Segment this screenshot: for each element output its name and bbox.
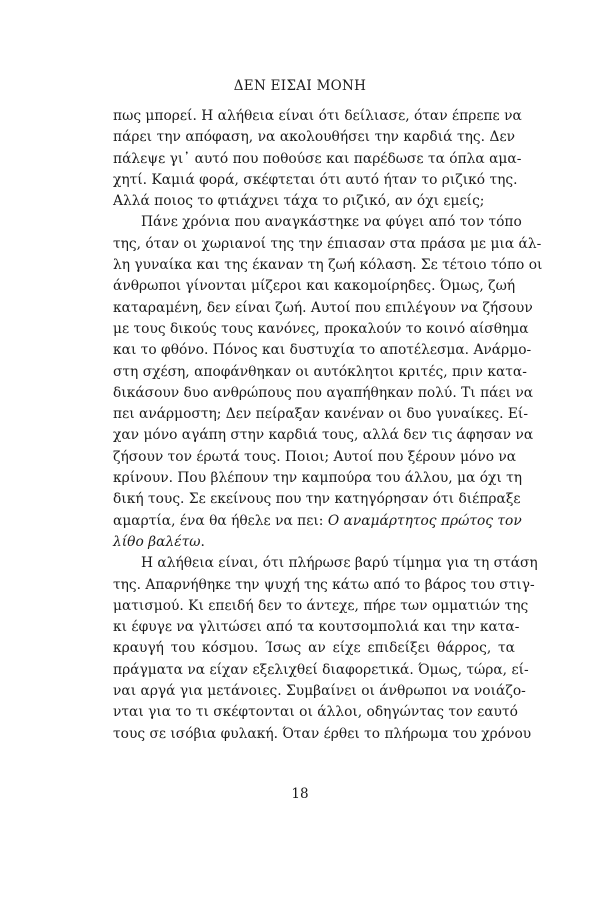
page-number: 18 xyxy=(291,786,309,802)
text-line: της. Απαρνήθηκε την ψυχή της κάτω από το βάρος του στιγ- xyxy=(113,576,535,593)
text-line: πάλεψε γι᾽ αυτό που ποθούσε και παρέδωσε τα όπλα αμα- xyxy=(113,150,522,167)
text-line: κραυγή του κόσμου. Ίσως αν είχε επιδείξει θάρρος, τα xyxy=(113,640,515,657)
text-line: πάρει την απόφαση, να ακολουθήσει την καρδιά της. Δεν xyxy=(113,129,515,146)
text-line: χητί. Καμιά φορά, σκέφτεται ότι αυτό ήταν το ριζικό της. xyxy=(113,171,518,188)
text-line: καταραμένη, δεν είναι ζωή. Αυτοί που επιλέγουν να ζήσουν xyxy=(113,299,533,316)
quote-italic: Ο αναμάρτητος πρώτος τον xyxy=(327,512,522,529)
text-line: της, όταν οι χωριανοί της την έπιασαν στα πράσα με μια άλ- xyxy=(113,235,542,252)
text-line: ματισμού. Κι επειδή δεν το άντεχε, πήρε των ομματιών της xyxy=(113,597,529,614)
text-line: κι έφυγε να γλιτώσει από τα κουτσομπολιά και την κατα- xyxy=(113,619,520,636)
text-line: πράγματα να είχαν εξελιχθεί διαφορετικά. Όμως, τώρα, εί- xyxy=(113,661,529,678)
text-line: και το φθόνο. Πόνος και δυστυχία το αποτέλεσμα. Ανάρμο- xyxy=(113,342,532,359)
text-line xyxy=(113,532,515,553)
text-line xyxy=(113,511,522,532)
text-line: πει ανάρμοστη; Δεν πείραξαν κανέναν οι δυο γυναίκες. Εί- xyxy=(113,406,528,423)
body-text xyxy=(113,106,543,745)
text-line: Πάνε χρόνια που αναγκάστηκε να φύγει από τον τόπο xyxy=(141,214,522,231)
quote-italic: λίθο βαλέτω xyxy=(113,533,201,550)
text-line: τους σε ισόβια φυλακή. Όταν έρθει το πλήρωμα του χρόνου xyxy=(113,725,532,742)
text-line: ζήσουν τον έρωτά τους. Ποιοι; Αυτοί που ξέρουν μόνο να xyxy=(113,448,517,465)
text-line: με τους δικούς τους κανόνες, προκαλούν το κοινό αίσθημα xyxy=(113,320,529,337)
text-line: άνθρωποι γίνονται μίζεροι και κακομοίρηδες. Όμως, ζωή xyxy=(113,278,516,295)
running-head: ΔΕΝ ΕΙΣΑΙ ΜΟΝΗ xyxy=(233,78,367,94)
text-line: δική τους. Σε εκείνους που την κατηγόρησαν ότι διέπραξε xyxy=(113,491,521,508)
text-line: χαν μόνο αγάπη στην καρδιά τους, αλλά δεν τις άφησαν να xyxy=(113,427,534,444)
text-line: νται για το τι σκέφτονται οι άλλοι, οδηγώντας τον εαυτό xyxy=(113,704,518,721)
text-line: στη σχέση, αποφάνθηκαν οι αυτόκλητοι κριτές, πριν κατα- xyxy=(113,363,527,380)
text-segment: αμαρτία, ένα θα ήθελε να πει: xyxy=(113,512,324,529)
text-segment: . xyxy=(200,533,205,550)
text-line: πως μπορεί. Η αλήθεια είναι ότι δείλιασε, όταν έπρεπε να xyxy=(113,108,522,124)
text-line: ναι αργά για μετάνοιες. Συμβαίνει οι άνθρωποι να νοιάζο- xyxy=(113,683,526,700)
text-line: κρίνουν. Που βλέπουν την καμπούρα του άλλου, μα όχι τη xyxy=(113,470,523,487)
text-line: Αλλά ποιος το φτιάχνει τάχα το ριζικό, αν όχι εμείς; xyxy=(113,193,485,210)
text-line: δικάσουν δυο ανθρώπους που αγαπήθηκαν πολύ. Τι πάει να xyxy=(113,384,534,401)
text-line: λη γυναίκα και της έκαναν τη ζωή κόλαση. Σε τέτοιο τόπο οι xyxy=(113,257,543,274)
text-line: Η αλήθεια είναι, ότι πλήρωσε βαρύ τίμημα για τη στάση xyxy=(141,555,538,572)
